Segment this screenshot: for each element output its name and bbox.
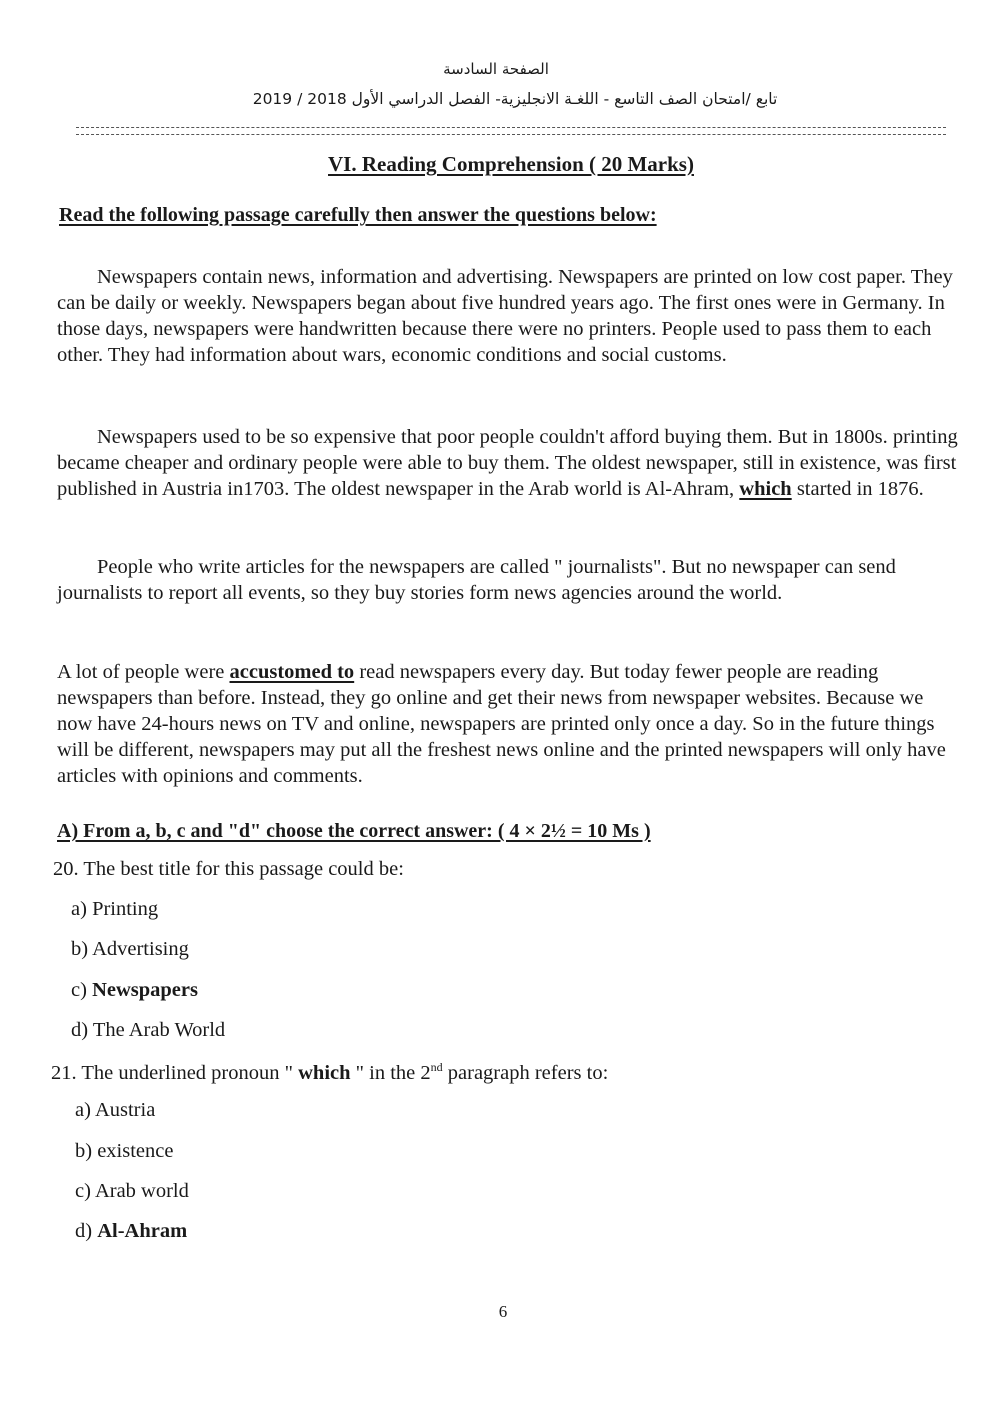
question-text-bold: which: [298, 1061, 351, 1084]
page-label-arabic: الصفحة السادسة: [443, 60, 549, 78]
part-a-heading: [57, 820, 651, 843]
q21-option-a: [75, 1099, 155, 1122]
section-title-text: VI. Reading Comprehension ( 20 Marks): [328, 152, 694, 176]
p2-text-after: started in 1876.: [791, 478, 924, 500]
question-text-after: paragraph refers to:: [442, 1061, 609, 1084]
option-letter: a): [75, 1099, 91, 1121]
part-a-heading-text: A) From a, b, c and "d" choose the correct answer: ( 4 × 2½ = 10 Ms ): [57, 820, 651, 842]
passage-instruction: [59, 204, 657, 227]
q20-option-a: [71, 898, 158, 921]
q20-option-b: [71, 938, 189, 961]
option-text: The Arab World: [92, 1019, 226, 1041]
option-text: Printing: [92, 898, 159, 920]
option-letter: c): [71, 979, 87, 1001]
exam-title-arabic: تابع /امتحان الصف التاسع - اللغـة الانجليزية- الفصل الدراسي الأول 2018 / 2019: [252, 90, 778, 108]
option-letter: a): [71, 898, 87, 920]
q21-option-c: [75, 1180, 189, 1203]
option-text: Arab world: [94, 1180, 189, 1202]
option-text-correct: Al-Ahram: [97, 1220, 188, 1242]
passage-paragraph-2: [57, 424, 962, 502]
passage-paragraph-3: People who write articles for the newspapers are called " journalists". But no newspaper can send journalists to report all events, so they buy stories form news agencies around the world.: [57, 556, 896, 604]
option-letter: b): [75, 1140, 93, 1162]
passage-paragraph-1: Newspapers contain news, information and advertising. Newspapers are printed on low cost paper. They can be daily or weekly. Newspapers began about five hundred years ago. The first ones were in Germany. In those days, newspapers were handwritten because there were no printers. People used to pass them to each other. They had information about wars, economic conditions and social customs.: [57, 266, 953, 366]
question-text: The best title for this passage could be:: [83, 858, 404, 880]
page-number: 6: [498, 1302, 508, 1321]
question-text-mid: " in the 2: [350, 1061, 431, 1084]
header-separator: [76, 127, 946, 135]
question-number: 21.: [51, 1061, 77, 1084]
underlined-which: which: [739, 478, 792, 500]
p4-text-after: read newspapers every day. But today fewer people are reading newspapers than before. Instead, they go online and get their news from newspaper websites. Because we now have 24-hours news on TV and online, newspapers are printed only once a day. So in the future things will be different, newspapers may put all the freshest news online and the printed newspapers will only have articles with opinions and comments.: [57, 661, 946, 787]
option-letter: d): [71, 1019, 89, 1041]
option-letter: d): [75, 1220, 93, 1242]
question-text-before: The underlined pronoun ": [81, 1061, 299, 1084]
instruction-text: Read the following passage carefully then answer the questions below:: [59, 204, 657, 226]
question-20: [53, 858, 404, 881]
underlined-accustomed-to: accustomed to: [229, 661, 355, 683]
option-letter: c): [75, 1180, 91, 1202]
q20-option-d: [71, 1019, 225, 1042]
option-text: Austria: [94, 1099, 156, 1121]
q21-option-b: [75, 1140, 173, 1163]
option-text-correct: Newspapers: [92, 979, 198, 1001]
section-title: [0, 152, 992, 177]
p2-text-before: Newspapers used to be so expensive that poor people couldn't afford buying them. But in 1800s. printing became cheaper and ordinary people were able to buy them. The oldest newspaper, still in existence, was first published in Austria in1703. The oldest newspaper in the Arab world is Al-Ahram,: [57, 426, 958, 500]
q21-option-d: [75, 1220, 187, 1243]
option-text: existence: [97, 1140, 174, 1162]
passage-paragraph-4: [57, 659, 962, 789]
option-text: Advertising: [92, 938, 189, 960]
q20-option-c: [71, 979, 198, 1002]
p4-text-before: A lot of people were: [57, 661, 230, 683]
ordinal-suffix: nd: [430, 1060, 443, 1074]
option-letter: b): [71, 938, 89, 960]
question-number: 20.: [53, 858, 79, 880]
question-21: [51, 1060, 608, 1085]
